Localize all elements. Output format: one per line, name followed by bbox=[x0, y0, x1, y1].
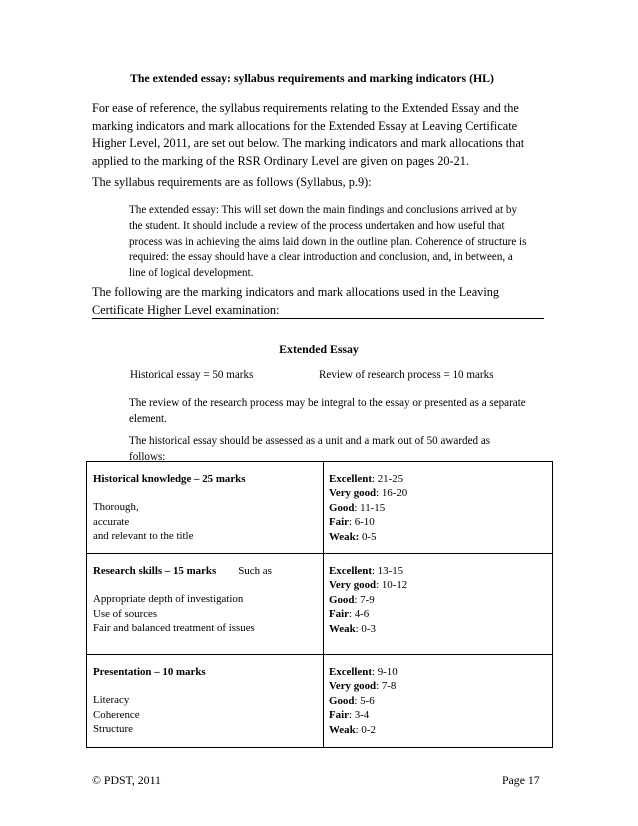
syllabus-intro: The syllabus requirements are as follows (Syllabus, p.9): bbox=[92, 175, 372, 189]
marking-intro-line: Certificate Higher Level examination: bbox=[92, 302, 280, 317]
intro-paragraph bbox=[92, 100, 552, 171]
rubric-row-historical-knowledge bbox=[87, 462, 553, 554]
quote-line: required: the essay should have a clear introduction and conclusion, and, in between, a bbox=[129, 251, 513, 264]
criterion: Coherence bbox=[93, 708, 140, 721]
allocation-review: Review of research process = 10 marks bbox=[319, 369, 494, 381]
band: Good: 7-9 bbox=[329, 593, 375, 606]
rubric-row-research-skills bbox=[87, 554, 553, 655]
quote-line: process was in achieving the aims laid down in the outline plan. Coherence of structure is bbox=[129, 235, 527, 248]
rubric-bands-cell bbox=[324, 462, 553, 554]
review-note-line: The review of the research process may be integral to the essay or presented as a separate bbox=[129, 397, 526, 409]
band: Good: 11-15 bbox=[329, 501, 386, 514]
criterion: Thorough, bbox=[93, 501, 139, 514]
band: Very good: 7-8 bbox=[329, 680, 397, 693]
band: Very good: 10-12 bbox=[329, 579, 408, 592]
band: Very good: 16-20 bbox=[329, 487, 408, 500]
criterion: Literacy bbox=[93, 694, 130, 707]
marking-rubric-table bbox=[86, 461, 553, 748]
divider-rule bbox=[92, 318, 544, 319]
assess-note-line: The historical essay should be assessed as a unit and a mark out of 50 awarded as bbox=[129, 435, 491, 447]
band: Excellent: 21-25 bbox=[329, 473, 404, 485]
marking-intro bbox=[92, 284, 552, 319]
rubric-title: Presentation – 10 marks bbox=[93, 666, 206, 678]
band: Excellent: 13-15 bbox=[329, 565, 404, 577]
band: Fair: 4-6 bbox=[329, 608, 370, 621]
criterion: Structure bbox=[93, 723, 133, 736]
band: Good: 5-6 bbox=[329, 694, 375, 707]
band: Fair: 6-10 bbox=[329, 516, 375, 529]
band: Weak: 0-2 bbox=[329, 723, 376, 736]
rubric-bands-cell bbox=[324, 554, 553, 655]
assess-note-line: follows: bbox=[129, 450, 166, 463]
intro-line: For ease of reference, the syllabus requirements relating to the Extended Essay and the bbox=[92, 101, 519, 115]
criterion: accurate bbox=[93, 515, 130, 528]
rubric-criteria-cell bbox=[87, 655, 324, 748]
rubric-criteria-cell bbox=[87, 554, 324, 655]
rubric-bands-cell bbox=[324, 655, 553, 748]
band: Fair: 3-4 bbox=[329, 709, 370, 722]
band: Weak: 0-3 bbox=[329, 622, 376, 635]
band: Excellent: 9-10 bbox=[329, 666, 398, 678]
rubric-row-presentation bbox=[87, 655, 553, 748]
section-heading: Extended Essay bbox=[279, 342, 359, 356]
quote-line: line of logical development. bbox=[129, 267, 254, 280]
intro-line: marking indicators and mark allocations for the Extended Essay at Leaving Certificate bbox=[92, 118, 518, 133]
review-note bbox=[129, 396, 549, 428]
criterion: Appropriate depth of investigation bbox=[93, 593, 244, 606]
footer-copyright: © PDST, 2011 bbox=[92, 773, 161, 787]
review-note-line: element. bbox=[129, 412, 167, 425]
quote-line: The extended essay: This will set down the main findings and conclusions arrived at by bbox=[129, 204, 517, 216]
marking-intro-line: The following are the marking indicators and mark allocations used in the Leaving bbox=[92, 285, 500, 299]
footer-page-number: Page 17 bbox=[502, 773, 540, 787]
syllabus-quote bbox=[129, 203, 549, 282]
rubric-title: Historical knowledge – 25 marks bbox=[93, 473, 246, 485]
intro-line: applied to the marking of the RSR Ordinary Level are given on pages 20-21. bbox=[92, 154, 470, 169]
criterion: Fair and balanced treatment of issues bbox=[93, 622, 255, 635]
rubric-criteria-cell bbox=[87, 462, 324, 554]
rubric-title-suffix: Such as bbox=[238, 565, 272, 577]
page-heading: The extended essay: syllabus requirements and marking indicators (HL) bbox=[130, 71, 494, 85]
allocation-historical: Historical essay = 50 marks bbox=[130, 369, 254, 381]
criterion: and relevant to the title bbox=[93, 530, 194, 543]
band: Weak: 0-5 bbox=[329, 530, 377, 543]
intro-line: Higher Level, 2011, are set out below. The marking indicators and mark allocations that bbox=[92, 136, 525, 151]
rubric-title: Research skills – 15 marks Such as bbox=[93, 565, 272, 577]
quote-line: the student. It should include a review of the process undertaken and how useful that bbox=[129, 219, 505, 232]
criterion: Use of sources bbox=[93, 607, 158, 620]
